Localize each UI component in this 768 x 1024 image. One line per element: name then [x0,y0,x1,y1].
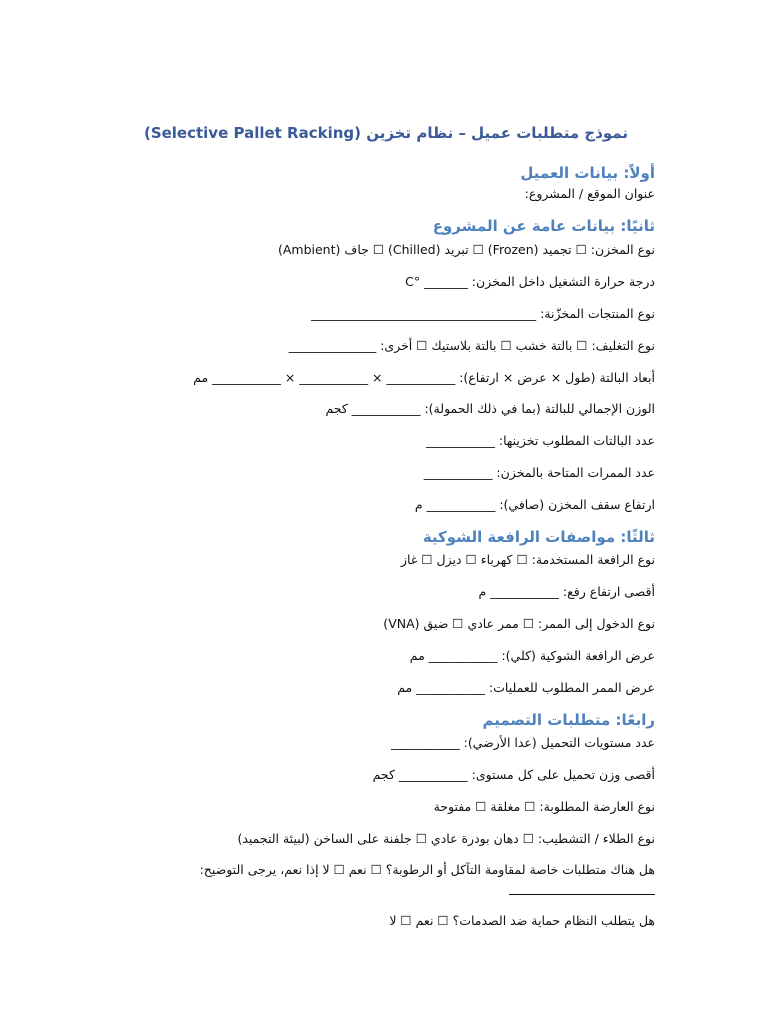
field-forklift-type: نوع الرافعة المستخدمة: ☐ كهرباء ☐ ديزل ☐ غاز [400,552,655,567]
section-heading-project-data: ثانيًا: بيانات عامة عن المشروع [432,217,655,235]
field-product-type: نوع المنتجات المخزّنة: ____________________________________ [311,306,655,321]
field-corrosion-requirements: هل هناك متطلبات خاصة لمقاومة التآكل أو الرطوبة؟ ☐ نعم ☐ لا إذا نعم، يرجى التوضيح: [199,862,655,877]
section-heading-client-data: أولاً: بيانات العميل [520,164,655,182]
field-ceiling-height: ارتفاع سقف المخزن (صافي): ___________ م [414,497,655,512]
field-beam-type: نوع العارضة المطلوبة: ☐ مغلقة ☐ مفتوحة [433,799,655,814]
section-heading-forklift-specs: ثالثًا: مواصفات الرافعة الشوكية [422,528,655,546]
field-pallet-count: عدد البالتات المطلوب تخزينها: ___________ [426,433,655,448]
field-max-level-load: أقصى وزن تحميل على كل مستوى: ___________ كجم [372,767,655,782]
field-operating-temperature: درجة حرارة التشغيل داخل المخزن: _______ °C [405,274,655,289]
form-title: نموذج متطلبات عميل – نظام تخزين (Selective Pallet Racking) [143,124,628,142]
section-heading-design-requirements: رابعًا: متطلبات التصميم [482,711,655,729]
field-warehouse-type: نوع المخزن: ☐ تجميد (Frozen) ☐ تبريد (Chilled) ☐ جاف (Ambient) [277,242,655,257]
field-forklift-width: عرض الرافعة الشوكية (كلي): ___________ مم [409,648,655,663]
field-required-aisle-width: عرض الممر المطلوب للعمليات: ___________ مم [397,680,655,695]
field-impact-protection: هل يتطلب النظام حماية ضد الصدمات؟ ☐ نعم ☐ لا [389,913,655,928]
field-aisle-access-type: نوع الدخول إلى الممر: ☐ ممر عادي ☐ ضيق (VNA) [383,616,655,631]
field-site-address: عنوان الموقع / المشروع: [524,186,655,201]
field-load-levels: عدد مستويات التحميل (عدا الأرضي): ___________ [390,735,655,750]
explanation-blank-line [509,894,655,895]
field-max-lift-height: أقصى ارتفاع رفع: ___________ م [478,584,655,599]
field-coating-finish: نوع الطلاء / التشطيب: ☐ دهان بودرة عادي ☐ جلفنة على الساخن (لبيئة التجميد) [237,831,655,846]
field-pallet-weight: الوزن الإجمالي للبالتة (بما في ذلك الحمولة): ___________ كجم [325,401,655,416]
field-packaging-type: نوع التغليف: ☐ بالتة خشب ☐ بالتة بلاستيك ☐ أخرى: ______________ [288,338,655,353]
field-pallet-dimensions: أبعاد البالتة (طول × عرض × ارتفاع): ___________ × ___________ × ___________ مم [193,370,655,385]
field-aisle-count: عدد الممرات المتاحة بالمخزن: ___________ [423,465,655,480]
